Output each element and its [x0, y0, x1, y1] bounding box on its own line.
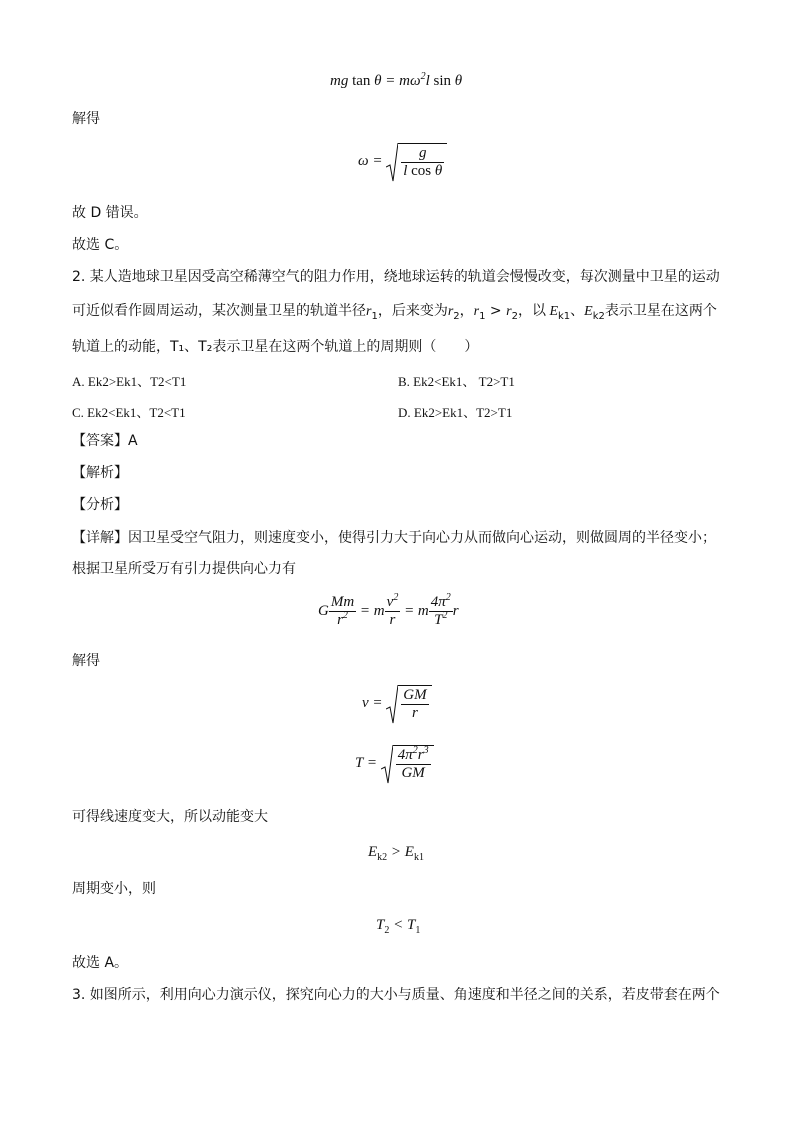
option-c: C. Ek2<Ek1、T2<T1 — [72, 405, 186, 420]
equation-omega: ω = $\frac{g}{\text{l cos θ}}$ — [358, 143, 447, 180]
fenxi-label: 【分析】 — [72, 497, 128, 513]
text-period: 周期变小，则 — [72, 881, 156, 897]
equation-period: T = $\frac{4\pi^2r^3}{GM}$ — [355, 745, 434, 782]
detail-text-2: 根据卫星所受万有引力提供向心力有 — [72, 561, 296, 577]
text-choose-a: 故选 A。 — [72, 955, 129, 971]
q2-segment-b: ，后来变为 — [377, 303, 448, 319]
option-b: B. Ek2<Ek1、 T2>T1 — [398, 374, 515, 389]
q2-segment-c: ，以 — [517, 303, 546, 319]
equation-gravity-centripetal: G $\frac{Mm}{r^2}$ = m $\frac{v^2}{r}$ = m $\frac{4\pi^2}{T^2}$ r — [318, 592, 459, 628]
equation-period-compare: $T_2 < T_1$ — [376, 917, 421, 936]
q2-segment-a: 可近似看作圆周运动，某次测量卫星的轨道半径 — [72, 303, 366, 319]
analysis-label: 【解析】 — [72, 465, 128, 481]
detail-text: 【详解】因卫星受空气阻力，则速度变小，使得引力大于向心力从而做向心运动，则做圆周的半径变小； — [72, 530, 716, 546]
question-2-line-2: 可近似看作圆周运动，某次测量卫星的轨道半径$r_1$，后来变为$r_2$，$r_1 > r_2$，以 $E_{k1}$、$E_{k2}$表示卫星在这两个 — [72, 303, 717, 322]
text-jiede-2: 解得 — [72, 653, 100, 669]
answer-label: 【答案】A — [72, 433, 138, 449]
question-2-line-3: 轨道上的动能，T₁、T₂表示卫星在这两个轨道上的周期则（ ） — [72, 339, 479, 355]
text-jiede-1: 解得 — [72, 111, 100, 127]
equation-velocity: v = $\frac{GM}{r}$ — [362, 685, 432, 722]
option-d: D. Ek2>Ek1、T2>T1 — [398, 405, 513, 420]
text-conclusion-1: 可得线速度变大，所以动能变大 — [72, 809, 268, 825]
equation-kinetic-energy: $E_{k2} > E_{k1}$ — [368, 844, 424, 863]
q2-segment-d: 表示卫星在这两个 — [604, 303, 717, 319]
question-3-line-1: 3. 如图所示，利用向心力演示仪，探究向心力的大小与质量、角速度和半径之间的关系，若皮带套在两个 — [72, 987, 720, 1003]
text-choose-c: 故选 C。 — [72, 237, 129, 253]
text-d-wrong: 故 D 错误。 — [72, 205, 148, 221]
option-a: A. Ek2>Ek1、T2<T1 — [72, 374, 187, 389]
question-2-line-1: 2. 某人造地球卫星因受高空稀薄空气的阻力作用，绕地球运转的轨道会慢慢改变，每次测量中卫星的运动 — [72, 269, 720, 285]
equation-force-balance: mg $\tan \theta = m\omega^2l$ sin θ — [330, 71, 463, 89]
